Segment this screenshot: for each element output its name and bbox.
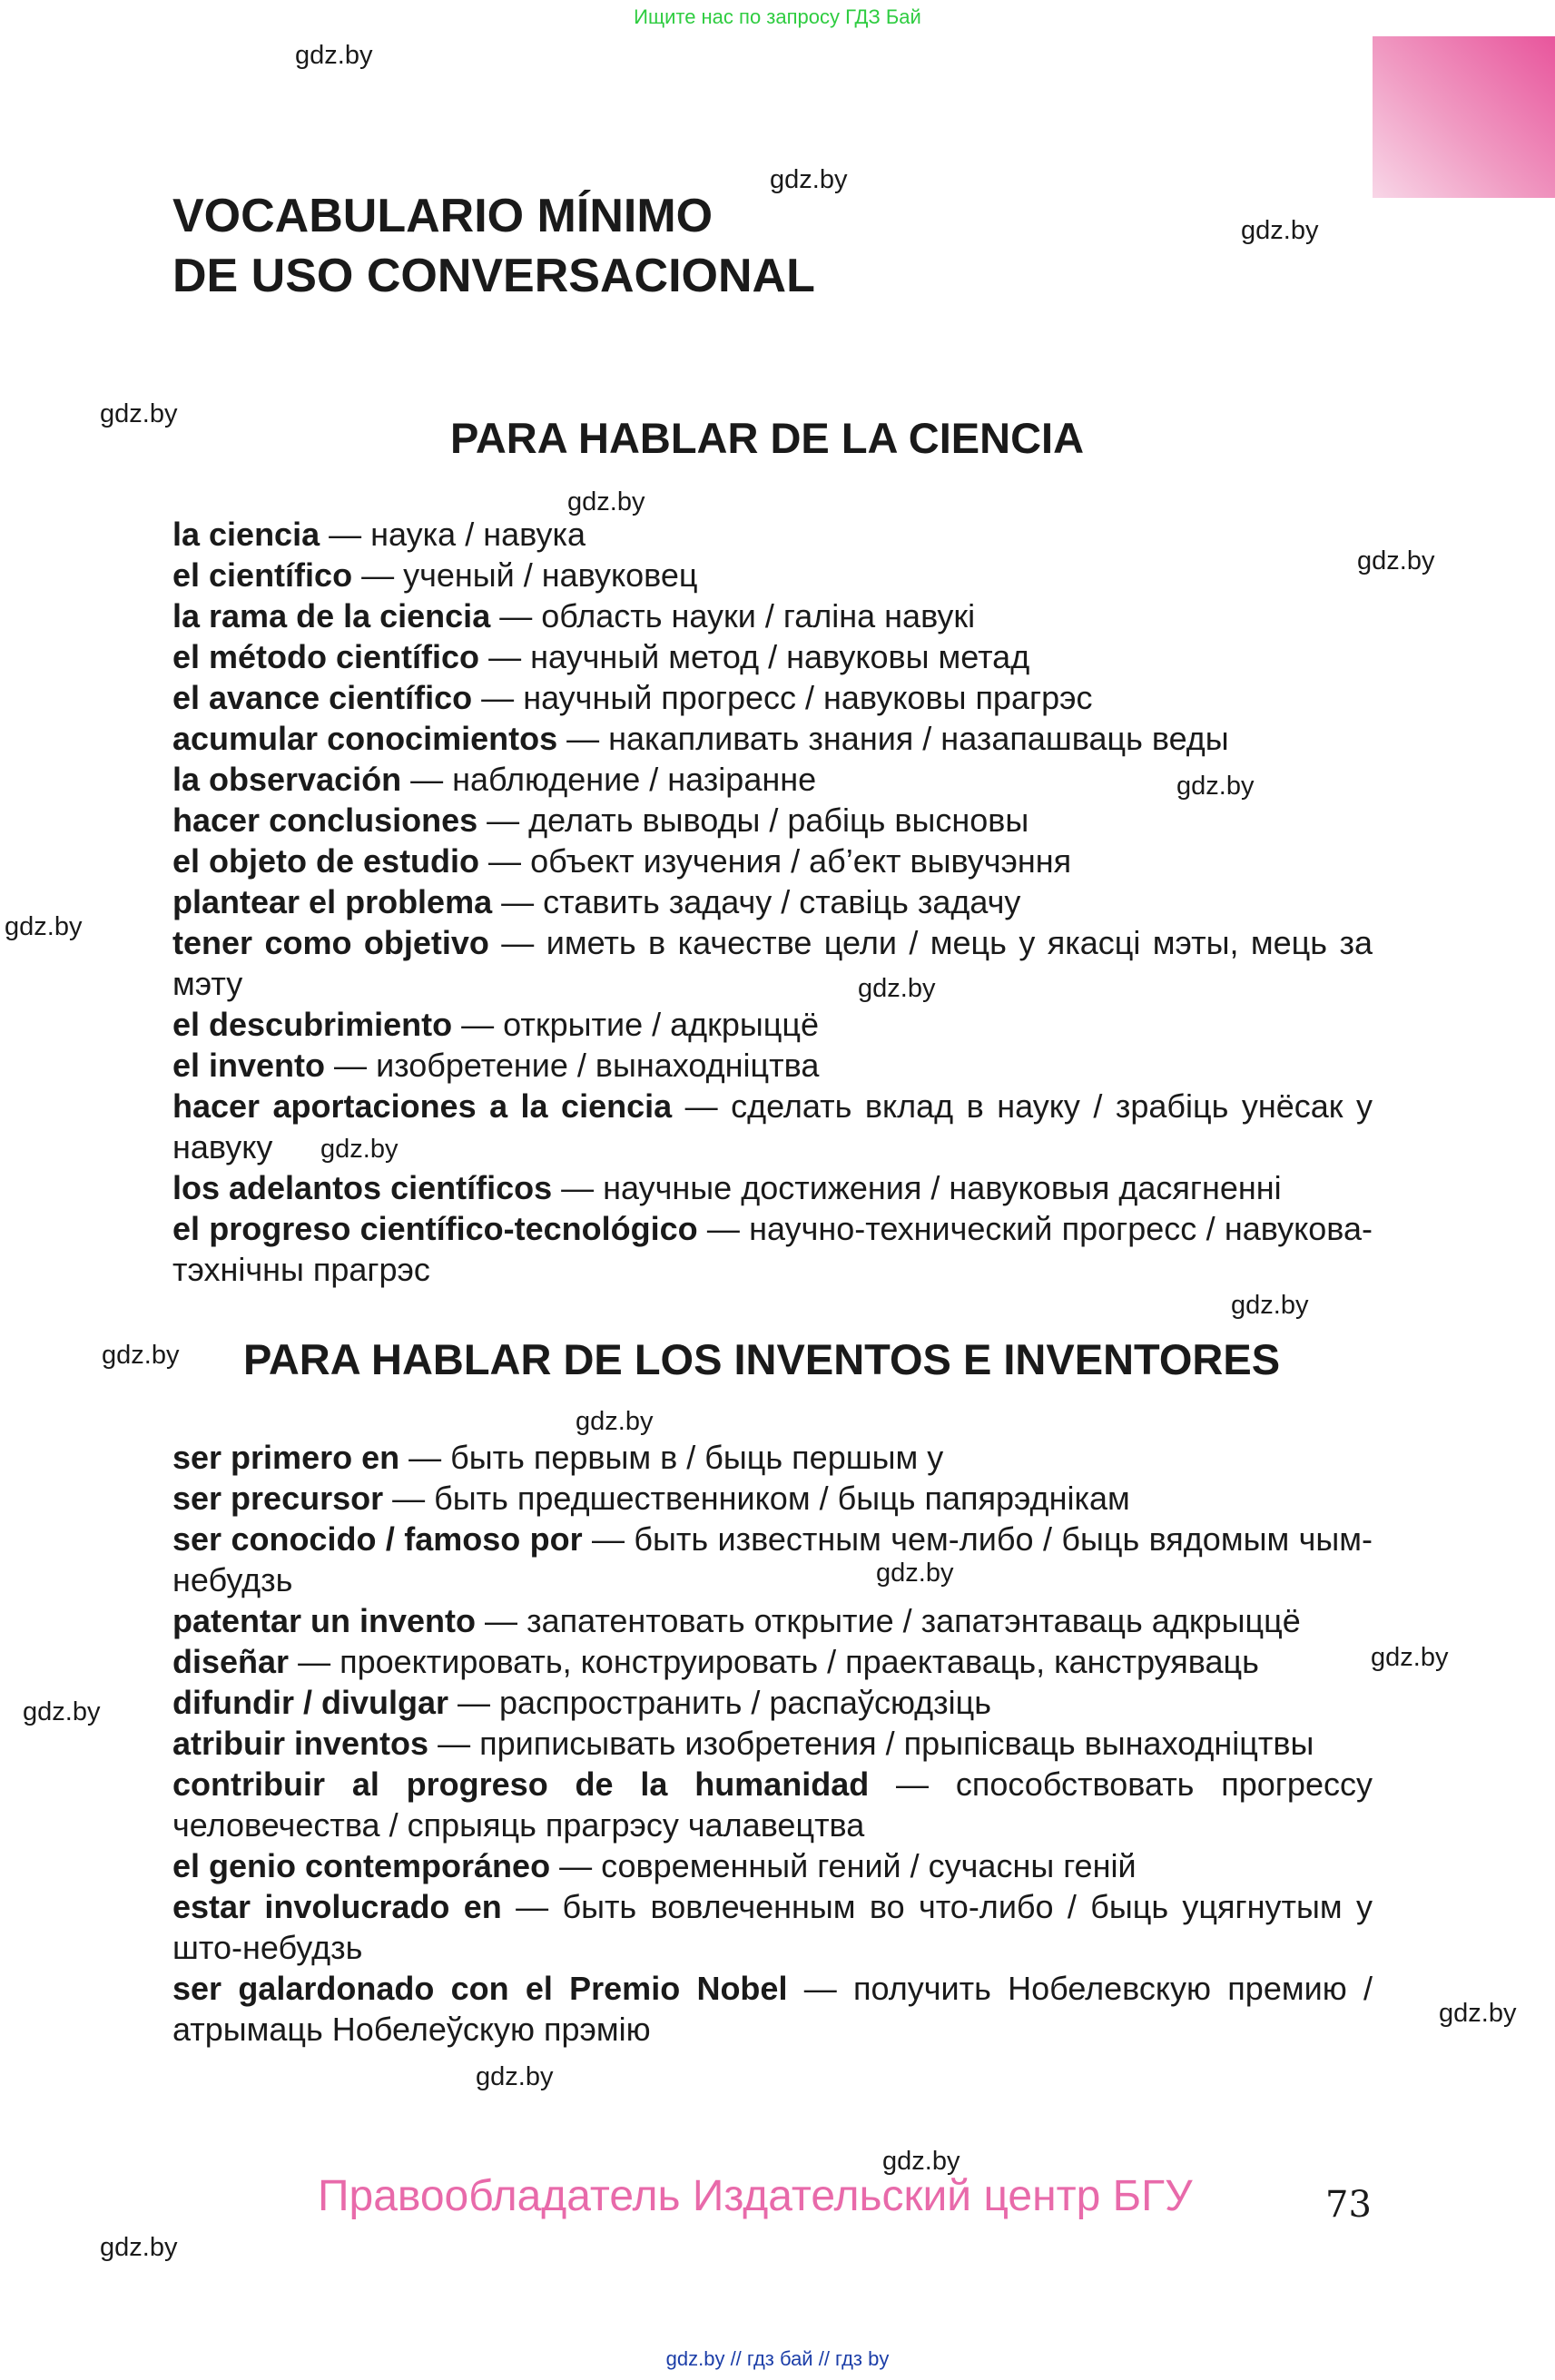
top-banner[interactable]: Ищите нас по запросу ГДЗ Бай <box>634 5 921 28</box>
section-title-inventions: PARA HABLAR DE LOS INVENTOS E INVENTORES <box>243 1335 1281 1383</box>
copyright-owner: Правообладатель Издательский центр БГУ <box>318 2172 1193 2220</box>
vocab-entry: diseñar — проектировать, конструировать / праектаваць, канструяваць <box>172 1643 1259 1680</box>
vocab-entry: hacer conclusiones — делать выводы / рабіць высновы <box>172 802 1029 839</box>
section-title-science: PARA HABLAR DE LA CIENCIA <box>450 414 1085 462</box>
vocab-entry: difundir / divulgar — распространить / распаўсюдзіць <box>172 1684 992 1721</box>
vocab-entry: plantear el problema — ставить задачу / ставіць задачу <box>172 883 1021 920</box>
title-line: VOCABULARIO MÍNIMO <box>172 190 714 242</box>
watermark: gdz.by <box>882 2147 960 2176</box>
vocab-entry: acumular conocimientos — накапливать знания / назапашваць веды <box>172 720 1229 757</box>
vocab-entry: el científico — ученый / навуковец <box>172 556 698 594</box>
bottom-links[interactable]: gdz.by // гдз бай // гдз by <box>665 2347 890 2370</box>
watermark: gdz.by <box>100 399 178 428</box>
vocab-entry: el progreso científico-tecnológico — научно-технический прогресс / навукова-тэхнічны прагрэс <box>172 1210 1373 1288</box>
watermark: gdz.by <box>320 1135 399 1164</box>
vocab-entry: estar involucrado en — быть вовлеченным во что-либо / быць уцягнутым у што-небудзь <box>172 1888 1373 1966</box>
vocab-entry: atribuir inventos — приписывать изобретения / прыпісваць вынаходніцтвы <box>172 1725 1314 1762</box>
corner-decoration <box>1373 36 1555 198</box>
vocab-entry: el genio contemporáneo — современный гений / сучасны геній <box>172 1847 1137 1884</box>
vocab-entry: el invento — изобретение / вынаходніцтва <box>172 1047 820 1084</box>
vocab-entry: ser conocido / famoso por — быть известным чем-либо / быць вядомым чым-небудзь <box>172 1520 1373 1598</box>
watermark: gdz.by <box>1357 546 1435 575</box>
page-title <box>172 186 815 306</box>
vocab-list-science <box>172 514 1373 1290</box>
watermark: gdz.by <box>1176 772 1255 801</box>
vocab-entry: los adelantos científicos — научные достижения / навуковыя дасягненні <box>172 1169 1282 1206</box>
vocab-entry: el avance científico — научный прогресс / навуковы прагрэс <box>172 679 1093 716</box>
watermark: gdz.by <box>295 41 373 70</box>
vocab-entry: la observación — наблюдение / назіранне <box>172 761 817 798</box>
vocab-entry: contribuir al progreso de la humanidad — способствовать прогрессу человечества / спрыяць прагрэсу чалавецтва <box>172 1765 1373 1844</box>
watermark: gdz.by <box>102 1341 180 1370</box>
vocab-entry: el descubrimiento — открытие / адкрыццё <box>172 1006 820 1043</box>
vocab-entry: patentar un invento — запатентовать открытие / запатэнтаваць адкрыццё <box>172 1602 1301 1639</box>
vocab-entry: ser galardonado con el Premio Nobel — получить Нобелевскую премию / атрымаць Нобелеўскую прэмію <box>172 1970 1373 2048</box>
watermark: gdz.by <box>1241 216 1319 245</box>
watermark: gdz.by <box>23 1697 101 1726</box>
vocab-entry: ser primero en — быть первым в / быць першым у <box>172 1439 944 1476</box>
watermark: gdz.by <box>876 1559 954 1588</box>
vocab-entry: el método científico — научный метод / навуковы метад <box>172 638 1030 675</box>
vocab-entry: la ciencia — наука / навука <box>172 516 586 553</box>
vocab-list-inventions <box>172 1437 1373 2050</box>
vocab-entry: tener como objetivo — иметь в качестве цели / мець у якасці мэты, мець за мэту <box>172 924 1373 1002</box>
page-number: 73 <box>1325 2184 1372 2226</box>
watermark: gdz.by <box>5 912 83 941</box>
vocab-entry: la rama de la ciencia — область науки / галіна навукі <box>172 597 976 634</box>
watermark: gdz.by <box>567 487 645 516</box>
title-line: DE USO CONVERSACIONAL <box>172 250 815 302</box>
vocab-entry: hacer aportaciones a la ciencia — сделать вклад в науку / зрабіць унёсак у навуку <box>172 1087 1373 1165</box>
watermark: gdz.by <box>858 974 936 1003</box>
vocab-entry: el objeto de estudio — объект изучения / аб’ект вывучэння <box>172 842 1072 880</box>
vocab-entry: ser precursor — быть предшественником / быць папярэднікам <box>172 1480 1130 1517</box>
watermark: gdz.by <box>770 165 848 194</box>
watermark: gdz.by <box>1371 1643 1449 1672</box>
watermark: gdz.by <box>1439 1999 1517 2028</box>
watermark: gdz.by <box>476 2062 554 2091</box>
watermark: gdz.by <box>100 2233 178 2262</box>
watermark: gdz.by <box>576 1407 654 1436</box>
watermark: gdz.by <box>1231 1291 1309 1320</box>
